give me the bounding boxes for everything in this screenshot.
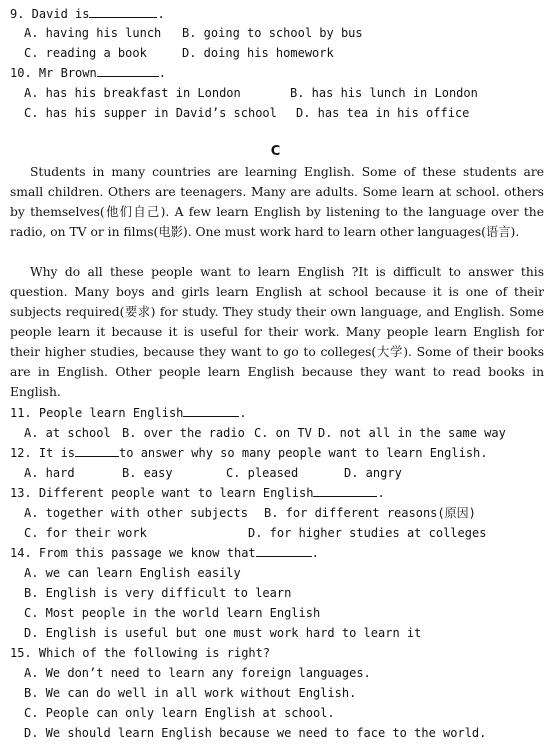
- question-9-option-a[interactable]: A. having his lunch: [24, 26, 162, 40]
- question-10-option-b[interactable]: B. has his lunch in London: [290, 86, 478, 100]
- question-9-option-c[interactable]: C. reading a book: [24, 46, 147, 60]
- question-14-stem: 14. From this passage we know that .: [10, 546, 319, 560]
- question-9-option-d[interactable]: D. doing his homework: [182, 46, 334, 60]
- answer-blank[interactable]: [313, 484, 377, 497]
- question-12-stem: 12. It is to answer why so many people want to learn English.: [10, 446, 488, 460]
- answer-blank[interactable]: [75, 444, 119, 457]
- section-title: C: [270, 144, 281, 159]
- question-14-option-c[interactable]: C. Most people in the world learn English: [24, 606, 321, 620]
- question-10-option-d[interactable]: D. has tea in his office: [296, 106, 470, 120]
- question-15-option-a[interactable]: A. We don’t need to learn any foreign languages.: [24, 666, 371, 680]
- question-15-option-b[interactable]: B. We can do well in all work without English.: [24, 686, 357, 700]
- answer-blank[interactable]: [256, 544, 312, 557]
- answer-blank[interactable]: [89, 5, 157, 18]
- question-15-stem: 15. Which of the following is right?: [10, 646, 271, 660]
- question-14-option-b[interactable]: B. English is very difficult to learn: [24, 586, 292, 600]
- question-10-stem: 10. Mr Brown .: [10, 66, 166, 80]
- question-13-option-c[interactable]: C. for their work: [24, 526, 147, 540]
- question-10-option-c[interactable]: C. has his supper in David’s school: [24, 106, 277, 120]
- passage-paragraph-1: Students in many countries are learning English. Some of these students are small children. Others are teenagers. Many are adults. Some learn at school. others by themselves(他们自己). A few learn English by listening to the language over the radio, on TV or in films(电影). One must work hard to learn other languages(语言).: [10, 165, 544, 239]
- question-11-option-d[interactable]: D. not all in the same way: [318, 426, 506, 440]
- question-12-option-a[interactable]: A. hard: [24, 466, 75, 480]
- question-13-option-a[interactable]: A. together with other subjects: [24, 506, 248, 520]
- question-12-option-c[interactable]: C. pleased: [226, 466, 299, 480]
- passage-paragraph-2: Why do all these people want to learn English ?It is difficult to answer this question. Many boys and girls learn English at school because it is one of their subjects required(要求) for study. They study their own language, and English. Some people learn it because it is useful for their work. Many people learn English for their higher studies, because they want to go to colleges(大学). Some of their books are in English. Other people learn English because they want to read books in English.: [10, 265, 544, 399]
- question-15-option-d[interactable]: D. We should learn English because we need to face to the world.: [24, 726, 487, 740]
- question-13-stem: 13. Different people want to learn English .: [10, 486, 385, 500]
- answer-blank[interactable]: [183, 404, 239, 417]
- question-10-option-a[interactable]: A. has his breakfast in London: [24, 86, 241, 100]
- question-11-option-a[interactable]: A. at school: [24, 426, 111, 440]
- question-13-option-b[interactable]: B. for different reasons(原因): [264, 506, 476, 520]
- question-13-option-d[interactable]: D. for higher studies at colleges: [248, 526, 487, 540]
- question-11-option-b[interactable]: B. over the radio: [122, 426, 245, 440]
- question-9-option-b[interactable]: B. going to school by bus: [182, 26, 363, 40]
- question-14-option-d[interactable]: D. English is useful but one must work hard to learn it: [24, 626, 422, 640]
- question-15-option-c[interactable]: C. People can only learn English at school.: [24, 706, 335, 720]
- question-11-option-c[interactable]: C. on TV: [254, 426, 312, 440]
- question-12-option-d[interactable]: D. angry: [344, 466, 402, 480]
- question-9-stem: 9. David is .: [10, 7, 165, 21]
- question-14-option-a[interactable]: A. we can learn English easily: [24, 566, 241, 580]
- answer-blank[interactable]: [97, 64, 159, 77]
- question-11-stem: 11. People learn English .: [10, 406, 247, 420]
- question-12-option-b[interactable]: B. easy: [122, 466, 173, 480]
